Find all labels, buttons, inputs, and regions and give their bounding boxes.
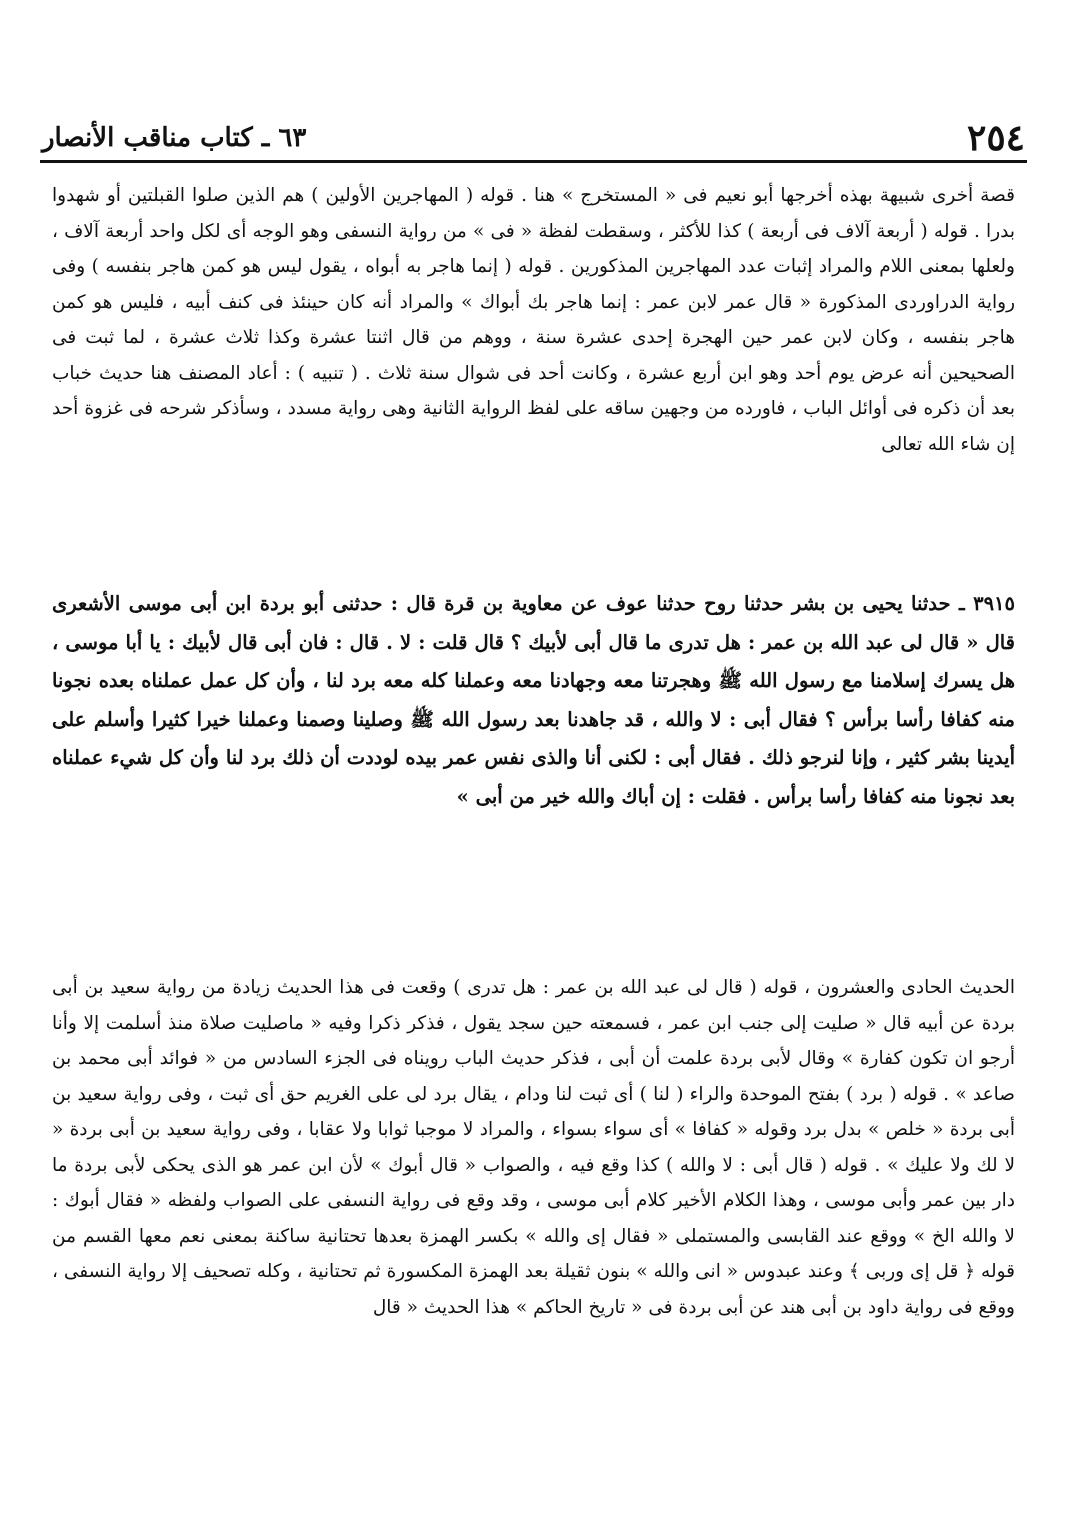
hadith-text xyxy=(52,585,1015,816)
page-number: ٢٥٤ xyxy=(966,117,1025,159)
page-header xyxy=(42,118,1025,158)
running-title: ٦٣ ـ كتاب مناقب الأنصار xyxy=(42,123,307,153)
header-rule xyxy=(40,160,1027,163)
commentary-top-paragraph: قصة أخرى شبيهة بهذه أخرجها أبو نعيم فى « المستخرج » هنا . قوله ( المهاجرين الأولين ) هم الذين صلوا القبلتين أو شهدوا بدرا . قوله ( أربعة آلاف فى أربعة ) كذا للأكثر ، وسقطت لفظة « فى » من رواية النسفى وهو الوجه أى لكل واحد أربعة آلاف ، ولعلها بمعنى اللام والمراد إثبات عدد المهاجرين المذكورين . قوله ( إنما هاجر به أبواه ، يقول ليس هو كمن هاجر بنفسه ) وفى رواية الدراوردى المذكورة « قال عمر لابن عمر : إنما هاجر بك أبواك » والمراد أنه كان حينئذ فى كنف أبيه ، فليس هو كمن هاجر بنفسه ، وكان لابن عمر حين الهجرة إحدى عشرة سنة ، ووهم من قال اثنتا عشرة وكذا ثلاث عشرة ، لما ثبت فى الصحيحين أنه عرض يوم أحد وهو ابن أربع عشرة ، وكانت أحد فى شوال سنة ثلاث . ( تنبيه ) : أعاد المصنف هنا حديث خباب بعد أن ذكره فى أوائل الباب ، فاورده من وجهين ساقه على لفظ الرواية الثانية وهى رواية مسدد ، وسأذكر شرحه فى غزوة أحد إن شاء الله تعالى xyxy=(52,185,1015,455)
commentary-top xyxy=(52,178,1015,462)
hadith-paragraph xyxy=(52,585,1015,816)
hadith-number: ٣٩١٥ xyxy=(973,592,1015,615)
hadith-body: ـ حدثنا يحيى بن بشر حدثنا روح حدثنا عوف عن معاوية بن قرة قال : حدثنى أبو بردة ابن أبى موسى الأشعرى قال « قال لى عبد الله بن عمر : هل تدرى ما قال أبى لأبيك ؟ قال قلت : لا . قال : فان أبى قال لأبيك : يا أبا موسى ، هل يسرك إسلامنا مع رسول الله ﷺ وهجرتنا معه وجهادنا معه وعملنا كله معه برد لنا ، وأن كل عمل عملناه بعده نجونا منه كفافا رأسا برأس ؟ فقال أبى : لا والله ، قد جاهدنا بعد رسول الله ﷺ وصلينا وصمنا وعملنا خيرا كثيرا وأسلم على أيدينا بشر كثير ، وإنا لنرجو ذلك . فقال أبى : لكنى أنا والذى نفس عمر بيده لوددت أن ذلك برد لنا وأن كل شيء عملناه بعد نجونا منه كفافا رأسا برأس . فقلت : إن أباك والله خير من أبى » xyxy=(52,592,1015,808)
commentary-bottom-paragraph: الحديث الحادى والعشرون ، قوله ( قال لى عبد الله بن عمر : هل تدرى ) وقعت فى هذا الحديث زيادة من رواية سعيد بن أبى بردة عن أبيه قال « صليت إلى جنب ابن عمر ، فسمعته حين سجد يقول ، فذكر ذكرا وفيه « ماصليت صلاة منذ أسلمت إلا وأنا أرجو ان تكون كفارة » وقال لأبى بردة علمت أن أبى ، فذكر حديث الباب رويناه فى الجزء السادس من « فوائد أبى محمد بن صاعد » . قوله ( برد ) بفتح الموحدة والراء ( لنا ) أى ثبت لنا ودام ، يقال برد لى على الغريم حق أى ثبت ، وفى رواية سعيد بن أبى بردة « خلص » بدل برد وقوله « كفافا » أى سواء بسواء ، والمراد لا موجبا ثوابا ولا عقابا ، وفى رواية سعيد بن أبى بردة « لا لك ولا عليك » . قوله ( قال أبى : لا والله ) كذا وقع فيه ، والصواب « قال أبوك » لأن ابن عمر هو الذى يحكى لأبى بردة ما دار بين عمر وأبى موسى ، وهذا الكلام الأخير كلام أبى موسى ، وقد وقع فى رواية النسفى على الصواب ولفظه « فقال أبوك : لا والله الخ » ووقع عند القابسى والمستملى « فقال إى والله » بكسر الهمزة بعدها تحتانية ساكنة بمعنى نعم معها القسم من قوله ﴿ قل إى وربى ﴾ وعند عبدوس « انى والله » بنون ثقيلة بعد الهمزة المكسورة ثم تحتانية ، وكله تصحيف إلا رواية النسفى ، ووقع فى رواية داود بن أبى هند عن أبى بردة فى « تاريخ الحاكم » هذا الحديث « قال xyxy=(52,977,1015,1318)
commentary-bottom xyxy=(52,970,1015,1325)
